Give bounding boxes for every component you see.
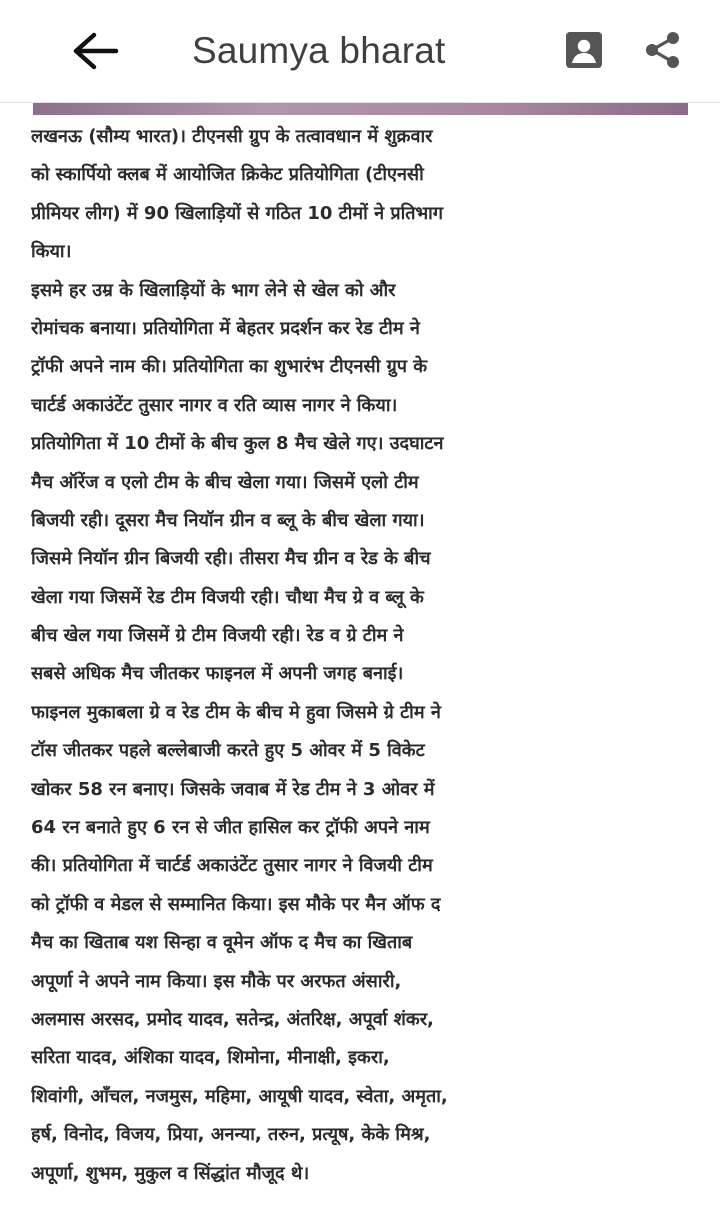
article-line: सबसे अधिक मैच जीतकर फाइनल में अपनी जगह बनाई।	[31, 663, 404, 685]
article-line: प्रतियोगिता में 10 टीमों के बीच कुल 8 मैच खेले गए। उदघाटन	[31, 433, 444, 455]
article-line: लखनऊ (सौम्य भारत)। टीएनसी ग्रुप के तत्वावधान में शुक्रवार	[31, 126, 433, 147]
article-line: ट्रॉफी अपने नाम की। प्रतियोगिता का शुभारंभ टीएनसी ग्रुप के	[31, 356, 428, 378]
article-line: फाइनल मुकाबला ग्रे व रेड टीम के बीच मे हुवा जिसमे ग्रे टीम ने	[31, 701, 441, 723]
article-line: 64 रन बनाते हुए 6 रन से जीत हासिल कर ट्रॉफी अपने नाम	[31, 817, 430, 839]
share-button[interactable]	[632, 19, 694, 81]
article-line: खोकर 58 रन बनाए। जिसके जवाब में रेड टीम ने 3 ओवर में	[31, 778, 435, 800]
article-line: किया।	[31, 241, 72, 263]
article-line: रोमांचक बनाया। प्रतियोगिता में बेहतर प्रदर्शन कर रेड टीम ने	[31, 317, 420, 339]
article-body	[31, 118, 693, 1218]
article-line: बीच खेल गया जिसमें ग्रे टीम विजयी रही। रेड व ग्रे टीम ने	[31, 625, 404, 647]
article-line: हर्ष, विनोद, विजय, प्रिया, अनन्या, तरुन, प्रत्यूष, केके मिश्र,	[31, 1124, 431, 1146]
article-line: बिजयी रही। दूसरा मैच नियॉन ग्रीन व ब्लू के बीच खेला गया।	[31, 509, 425, 531]
article-line: इसमे हर उम्र के खिलाड़ियों के भाग लेने से खेल को और	[31, 279, 396, 301]
article-line: शिवांगी, आँचल, नजमुस, महिमा, आयूषी यादव, स्वेता, अमृता,	[31, 1085, 448, 1107]
profile-button[interactable]	[553, 19, 615, 81]
article-line: प्रीमियर लीग) में 90 खिलाड़ियों से गठित 10 टीमों ने प्रतिभाग	[31, 202, 443, 224]
article-line: मैच ऑरेंज व एलो टीम के बीच खेला गया। जिसमें एलो टीम	[31, 471, 419, 493]
article-line: को स्कार्पियो क्लब में आयोजित क्रिकेट प्रतियोगिता (टीएनसी	[31, 164, 424, 186]
app-bar	[0, 0, 720, 103]
account-box-icon	[565, 31, 603, 69]
article-line: अपूर्णा, शुभम, मुकुल व सिंद्धांत मौजूद थे।	[31, 1162, 310, 1184]
article-line: की। प्रतियोगिता में चार्टर्ड अकाउंटेंट तुसार नागर ने विजयी टीम	[31, 855, 433, 877]
share-icon	[643, 30, 683, 70]
article-line: सरिता यादव, अंशिका यादव, शिमोना, मीनाक्षी, इकरा,	[31, 1047, 390, 1069]
article-line: अपूर्णा ने अपने नाम किया। इस मौके पर अरफत अंसारी,	[31, 970, 402, 992]
article-line: खेला गया जिसमें रेड टीम विजयी रही। चौथा मैच ग्रे व ब्लू के	[31, 586, 424, 608]
header-image-strip	[33, 103, 688, 115]
arrow-left-icon	[70, 31, 120, 71]
back-button[interactable]	[58, 20, 132, 82]
app-title: Saumya bharat	[192, 30, 446, 71]
article-line: को ट्रॉफी व मेडल से सम्मानित किया। इस मौके पर मैन ऑफ द	[31, 893, 441, 915]
article-line: टॉस जीतकर पहले बल्लेबाजी करते हुए 5 ओवर में 5 विकेट	[31, 740, 425, 762]
article-line: मैच का खिताब यश सिन्हा व वूमेन ऑफ द मैच का खिताब	[31, 932, 413, 954]
article-line: अलमास अरसद, प्रमोद यादव, सतेन्द्र, अंतरिक्ष, अपूर्वा शंकर,	[31, 1008, 434, 1030]
article-line: चार्टर्ड अकाउंटेंट तुसार नागर व रति व्यास नागर ने किया।	[31, 394, 398, 416]
article-line: जिसमे नियॉन ग्रीन बिजयी रही। तीसरा मैच ग्रीन व रेड के बीच	[31, 548, 431, 570]
